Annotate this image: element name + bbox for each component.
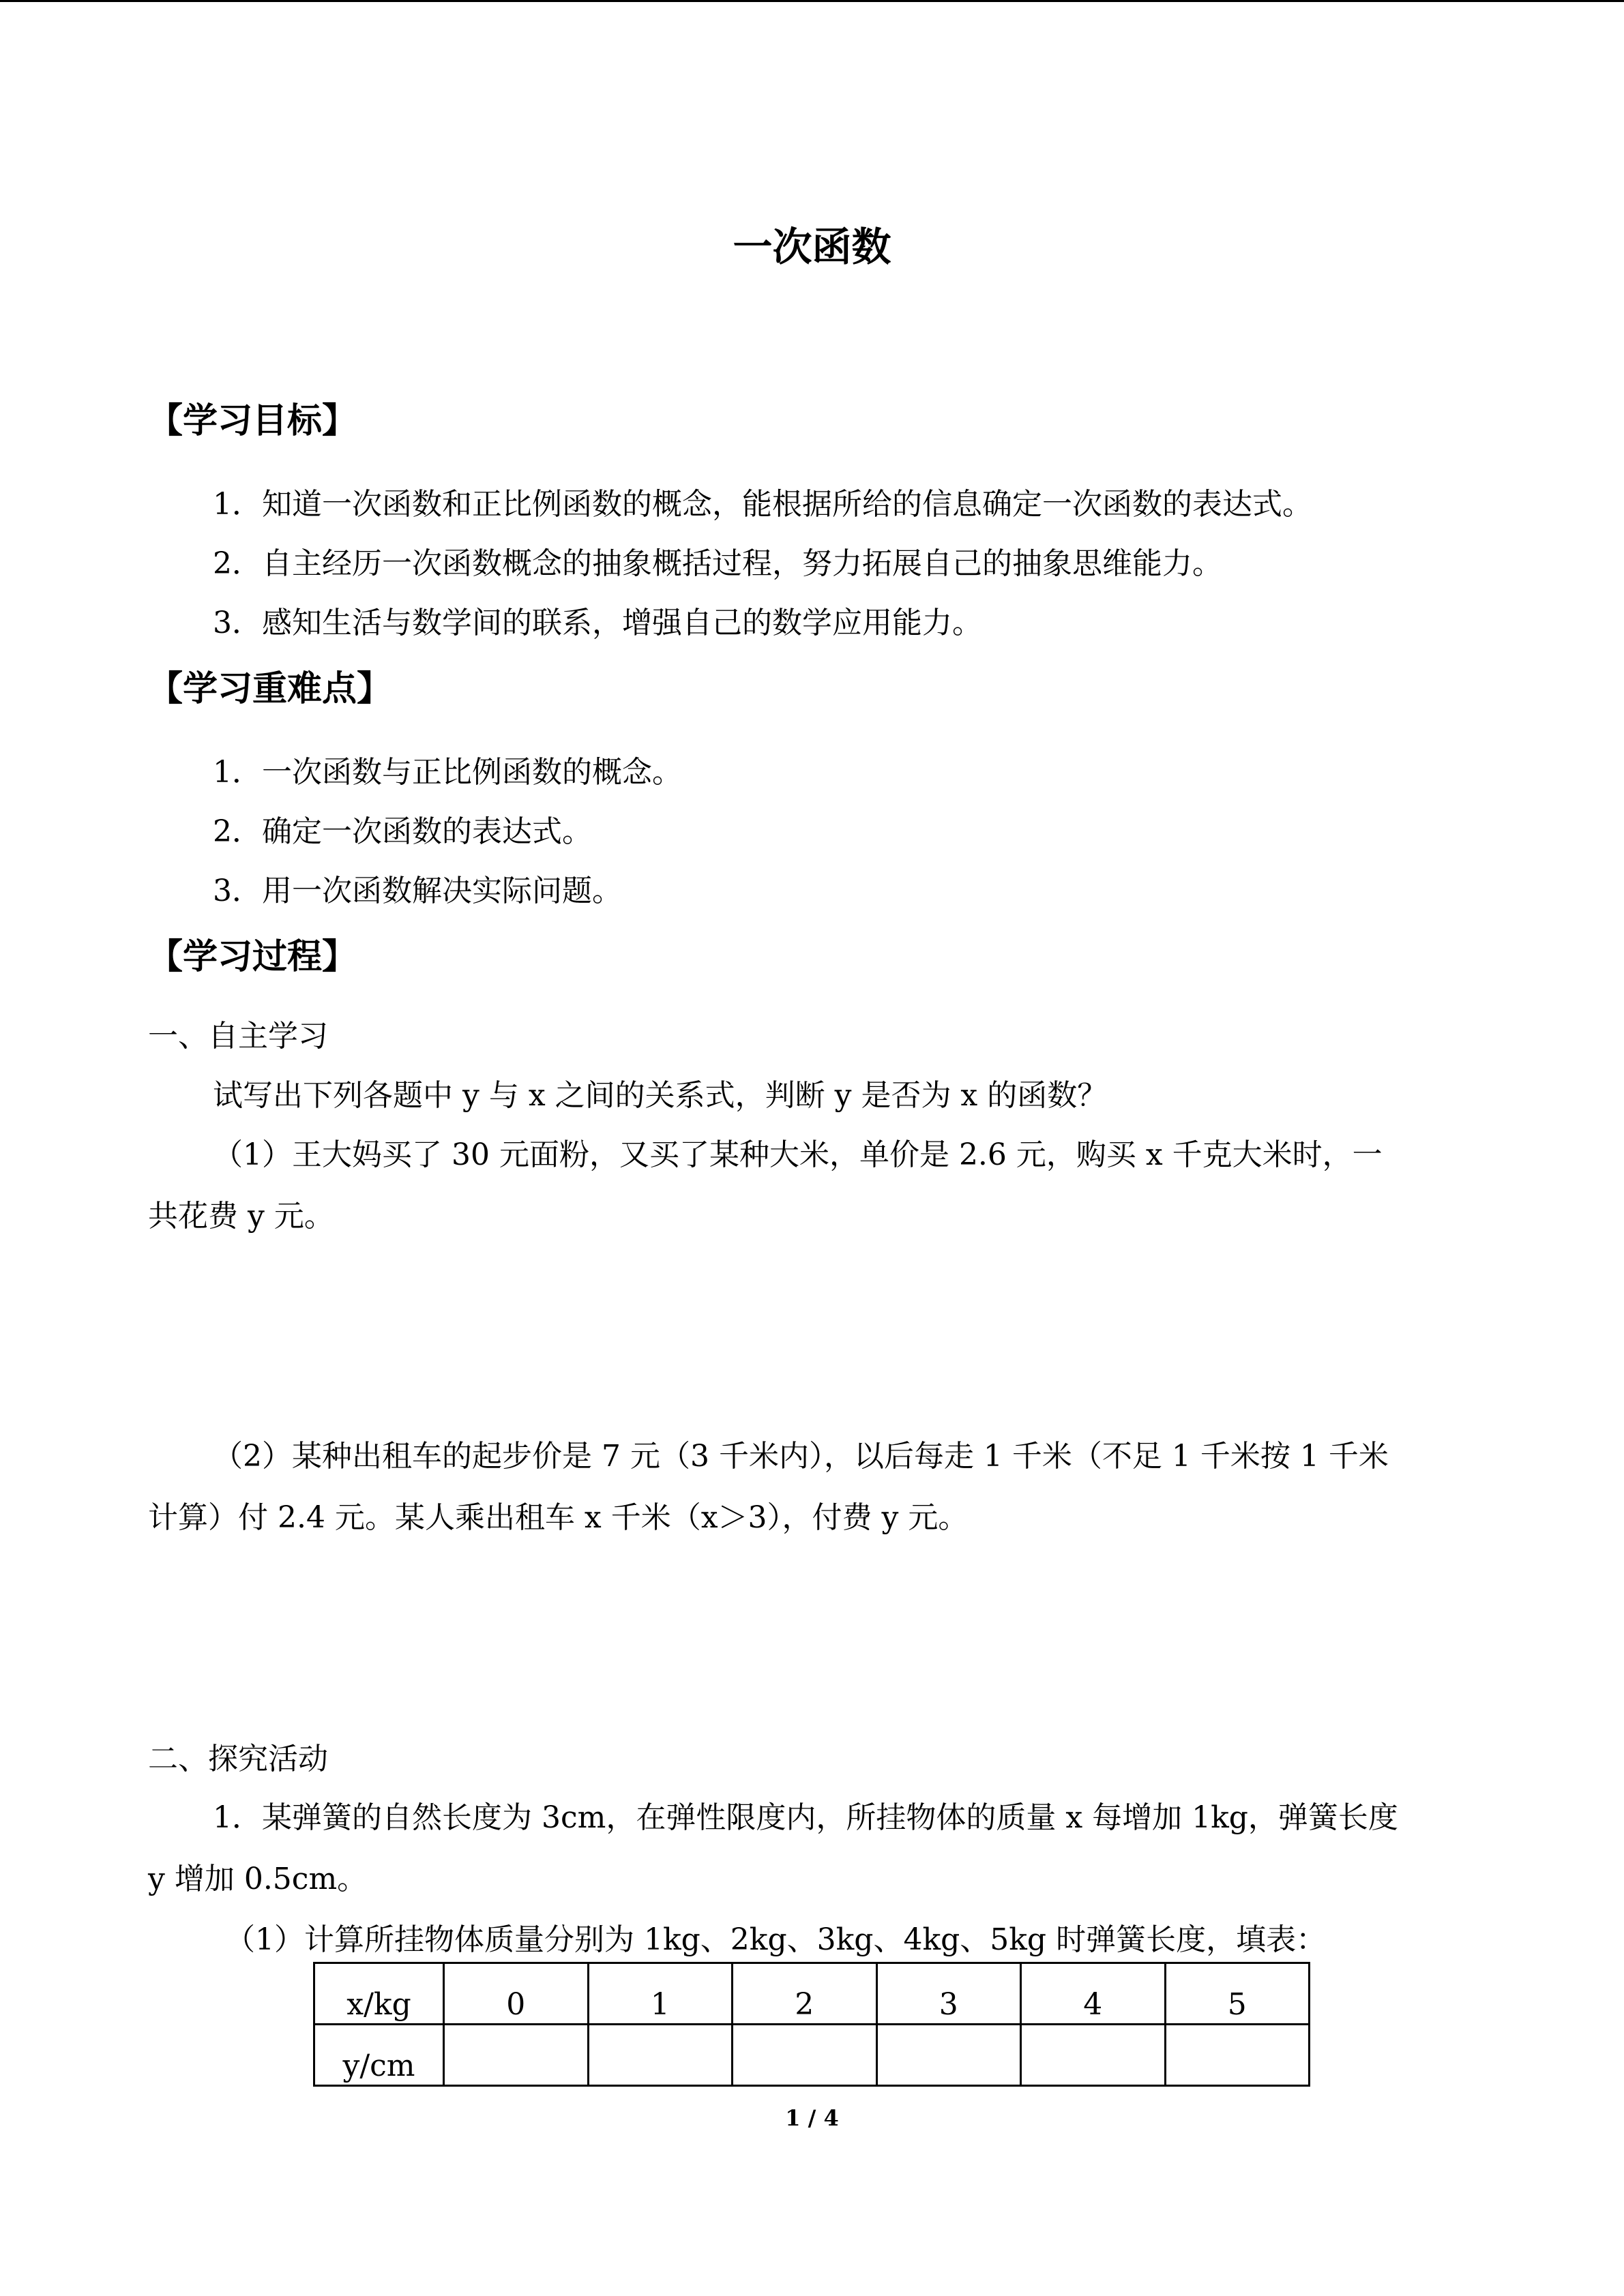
activity-1-line-2: y 增加 0.5cm。	[148, 1862, 368, 1896]
key-point-item-3: 3．用一次函数解决实际问题。	[213, 874, 622, 908]
table-cell: 0	[444, 1963, 589, 2025]
table-cell: 1	[588, 1963, 733, 2025]
table-cell: 3	[876, 1963, 1021, 2025]
question-1-line-2: 共花费 y 元。	[148, 1199, 334, 1234]
question-2-line-2: 计算）付 2.4 元。某人乘出租车 x 千米（x＞3），付费 y 元。	[148, 1500, 969, 1535]
section-heading-key-points: 【学习重难点】	[148, 669, 392, 709]
activity-1-sub-1: （1）计算所挂物体质量分别为 1kg、2kg、3kg、4kg、5kg 时弹簧长度，填表：	[225, 1922, 1327, 1957]
part1-title: 一、自主学习	[148, 1019, 328, 1054]
table-cell-blank	[1165, 2025, 1310, 2086]
table-cell: 4	[1021, 1963, 1166, 2025]
table-header-x: x/kg	[314, 1963, 444, 2025]
table-row	[314, 1963, 1310, 2025]
section-heading-process: 【学习过程】	[148, 937, 357, 977]
table-cell-blank	[444, 2025, 589, 2086]
table-cell: 5	[1165, 1963, 1310, 2025]
table-cell-blank	[1021, 2025, 1166, 2086]
key-point-item-2: 2．确定一次函数的表达式。	[213, 814, 592, 849]
table-row	[314, 2025, 1310, 2086]
table-cell-blank	[588, 2025, 733, 2086]
part2-title: 二、探究活动	[148, 1742, 328, 1776]
table-cell-blank	[876, 2025, 1021, 2086]
spring-length-table	[313, 1962, 1310, 2087]
goal-item-2: 2．自主经历一次函数概念的抽象概括过程，努力拓展自己的抽象思维能力。	[213, 546, 1222, 581]
section-heading-goals: 【学习目标】	[148, 401, 357, 441]
table-cell: 2	[733, 1963, 877, 2025]
goal-item-1: 1．知道一次函数和正比例函数的概念，能根据所给的信息确定一次函数的表达式。	[213, 487, 1312, 522]
key-point-item-1: 1．一次函数与正比例函数的概念。	[213, 755, 682, 790]
page-title: 一次函数	[733, 224, 891, 270]
table-cell-blank	[733, 2025, 877, 2086]
activity-1-line-1: 1．某弹簧的自然长度为 3cm，在弹性限度内，所挂物体的质量 x 每增加 1kg，弹簧长度	[213, 1800, 1398, 1835]
question-2-line-1: （2）某种出租车的起步价是 7 元（3 千米内），以后每走 1 千米（不足 1 千米按 1 千米	[213, 1439, 1389, 1474]
question-1-line-1: （1）王大妈买了 30 元面粉，又买了某种大米，单价是 2.6 元，购买 x 千克大米时，一	[213, 1137, 1383, 1172]
part1-intro: 试写出下列各题中 y 与 x 之间的关系式，判断 y 是否为 x 的函数？	[213, 1078, 1108, 1113]
table-header-y: y/cm	[314, 2025, 444, 2086]
goal-item-3: 3．感知生活与数学间的联系，增强自己的数学应用能力。	[213, 606, 982, 640]
page-number: 1 / 4	[785, 2105, 839, 2131]
